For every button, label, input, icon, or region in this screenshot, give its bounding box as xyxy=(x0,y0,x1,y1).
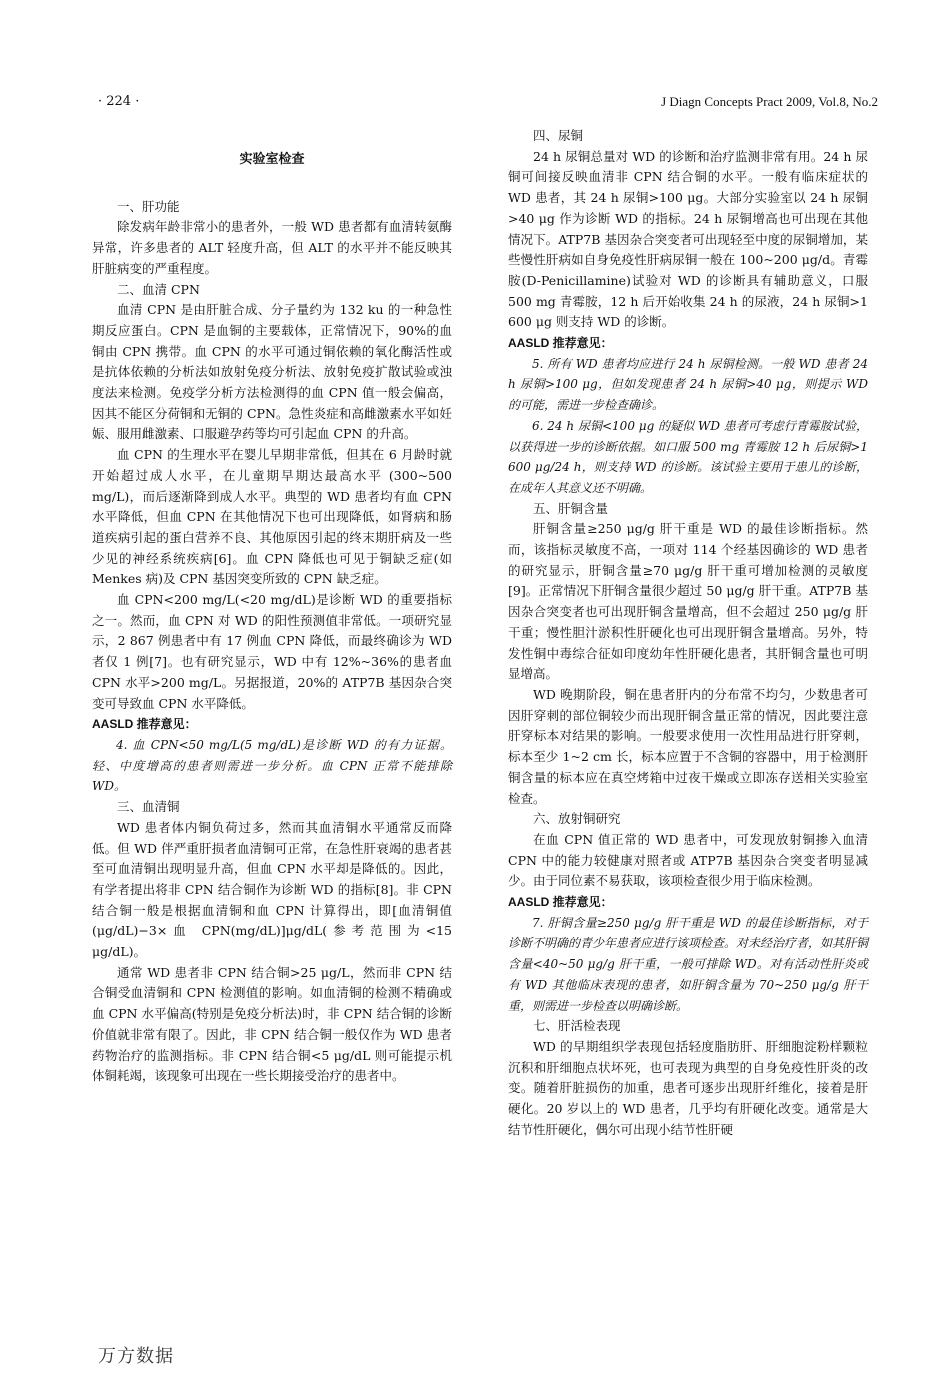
paragraph: 在血 CPN 值正常的 WD 患者中，可发现放射铜掺入血清 CPN 中的能力较健康对照者或 ATP7B 基因杂合突变者明显减少。由于同位素不易获取，该项检查很少用于临床检测。 xyxy=(508,831,868,889)
heading-liver-copper: 五、肝铜含量 xyxy=(533,500,609,516)
heading-liver-function: 一、肝功能 xyxy=(117,198,180,214)
heading-urine-copper: 四、尿铜 xyxy=(533,128,584,143)
left-column xyxy=(92,126,452,1087)
heading-radiocopper: 六、放射铜研究 xyxy=(533,811,621,827)
paragraph: 肝铜含量≥250 μg/g 肝干重是 WD 的最佳诊断指标。然而，该指标灵敏度不高，一项对 114 个经基因确诊的 WD 患者的研究显示，肝铜含量≥70 μg/g 肝干重可增加检测的灵敏度[9]。正常情况下肝铜含量很少超过 50 μg/g 肝干重。ATP7B 基因杂合突变者也可出现肝铜含量增高，但不会超过 250 μg/g 肝干重；慢性胆汁淤积性肝硬化也可出现肝铜含量增高。另外，特发性铜中毒综合征如印度幼年性肝硬化患者，其肝铜含量也可明显增高。 xyxy=(508,521,868,682)
recommendation-label: AASLD 推荐意见： xyxy=(92,717,197,732)
right-column xyxy=(508,126,868,1140)
paragraph: WD 的早期组织学表现包括轻度脂肪肝、肝细胞淀粉样颗粒沉积和肝细胞点状坏死，也可表现为典型的自身免疫性肝炎的改变。随着肝脏损伤的加重，患者可逐步出现肝纤维化，接着是肝硬化。20 岁以上的 WD 患者，几乎均有肝硬化改变。通常是大结节性肝硬化，偶尔可出现小结节性肝硬 xyxy=(508,1038,868,1137)
journal-citation: J Diagn Concepts Pract 2009, Vol.8, No.2 xyxy=(661,94,878,109)
section-title: 实验室检查 xyxy=(239,152,305,167)
paragraph: 通常 WD 患者非 CPN 结合铜>25 μg/L，然而非 CPN 结合铜受血清铜和 CPN 检测值的影响。如血清铜的检测不精确或血 CPN 水平偏高(特别是免疫分析法)时，非 CPN 结合铜的诊断价值就非常有限了。因此，非 CPN 结合铜一般仅作为 WD 患者药物治疗的监测指标。非 CPN 结合铜<5 μg/dL 则可能提示机体铜耗竭，该现象可出现在一些长期接受治疗的患者中。 xyxy=(92,964,452,1084)
page-number: · 224 · xyxy=(98,94,140,109)
paragraph: WD 患者体内铜负荷过多，然而其血清铜水平通常反而降低。但 WD 伴严重肝损者血清铜可正常，在急性肝衰竭的患者甚至可血清铜出现明显升高，但血 CPN 水平却是降低的。因此，有学者提出将非 CPN 结合铜作为诊断 WD 的指标[8]。非 CPN 结合铜一般是根据血清铜和血 CPN 计算得出，即[血清铜值(μg/dL)−3×血 CPN(mg/dL)]μg/dL(参考范围为<15 μg/dL)。 xyxy=(92,819,452,960)
recommendation-6: 6. 24 h 尿铜<100 μg 的疑似 WD 患者可考虑行青霉胺试验，以获得进一步的诊断依据。如口服 500 mg 青霉胺 12 h 后尿铜>1 600 μg/24 h，则支持 WD 的诊断。该试验主要用于患儿的诊断，在成年人其意义还不明确。 xyxy=(508,418,868,495)
recommendation-label: AASLD 推荐意见： xyxy=(508,336,613,351)
recommendation-7: 7. 肝铜含量≥250 μg/g 肝干重是 WD 的最佳诊断指标，对于诊断不明确的青少年患者应进行该项检查。对未经治疗者，如其肝铜含量<40~50 μg/g 肝干重，一般可排除 WD。对有活动性肝炎或有 WD 其他临床表现的患者，如肝铜含量为 70~250 μg/g 肝干重，则需进一步检查以明确诊断。 xyxy=(508,915,869,1013)
page-header xyxy=(0,94,950,116)
recommendation-4: 4. 血 CPN<50 mg/L(5 mg/dL)是诊断 WD 的有力证据。轻、中度增高的患者则需进一步分析。血 CPN 正常不能排除 WD。 xyxy=(92,737,452,794)
heading-liver-biopsy: 七、肝活检表现 xyxy=(533,1018,621,1034)
paragraph: 血 CPN 的生理水平在婴儿早期非常低，但其在 6 月龄时就开始超过成人水平，在儿童期早期达最高水平 (300~500 mg/L)，而后逐渐降到成人水平。典型的 WD 患者均有血 CPN 水平降低，但血 CPN 在其他情况下也可出现降低，如肾病和肠道疾病引起的蛋白营养不良、其他原因引起的终末期肝病及一些少见的神经系统疾病[6]。血 CPN 降低也可见于铜缺乏症(如 Menkes 病)及 CPN 基因突变所致的 CPN 缺乏症。 xyxy=(92,447,452,587)
paragraph: 血清 CPN 是由肝脏合成、分子量约为 132 ku 的一种急性期反应蛋白。CPN 是血铜的主要载体，正常情况下，90%的血铜由 CPN 携带。血 CPN 的水平可通过铜依赖的氧化酶活性或是抗体依赖的分析法如放射免疫分析法、放射免疫扩散试验或浊度法来检测。免疫学分析方法检测得的血 CPN 值一般会偏高，因其不能区分荷铜和无铜的 CPN。急性炎症和高雌激素水平如妊娠、服用雌激素、口服避孕药等均可引起血 CPN 的升高。 xyxy=(92,302,452,442)
paragraph: 血 CPN<200 mg/L(<20 mg/dL)是诊断 WD 的重要指标之一。然而，血 CPN 对 WD 的阳性预测值非常低。一项研究显示，2 867 例患者中有 17 例血 CPN 降低，而最终确诊为 WD 者仅 1 例[7]。也有研究显示，WD 中有 12%~36%的患者血 CPN 水平>200 mg/L。另据报道，20%的 ATP7B 基因杂合突变可导致血 CPN 水平降低。 xyxy=(92,592,452,711)
paragraph: 24 h 尿铜总量对 WD 的诊断和治疗监测非常有用。24 h 尿铜可间接反映血清非 CPN 结合铜的水平。一般有临床症状的 WD 患者，其 24 h 尿铜>100 μg。大部分实验室以 24 h 尿铜>40 μg 作为诊断 WD 的指标。24 h 尿铜增高也可出现在其他情况下。ATP7B 基因杂合突变者可出现轻至中度的尿铜增加，某些慢性肝病如自身免疫性肝病尿铜一般在 100~200 μg/d。青霉胺(D-Penicillamine)试验对 WD 的诊断具有辅助意义，口服 500 mg 青霉胺，12 h 后开始收集 24 h 的尿液，24 h 尿铜>1 600 μg 则支持 WD 的诊断。 xyxy=(508,148,868,330)
paragraph: WD 晚期阶段，铜在患者肝内的分布常不均匀，少数患者可因肝穿刺的部位铜较少而出现肝铜含量正常的情况，因此要注意肝穿标本对结果的影响。一般要求使用一次性用品进行肝穿刺，标本至少 1~2 cm 长，标本应置于不含铜的容器中，用于检测肝铜含量的标本应在真空烤箱中过夜干燥或立即冻存送相关实验室检查。 xyxy=(508,686,868,806)
recommendation-label: AASLD 推荐意见： xyxy=(508,895,613,910)
recommendation-5: 5. 所有 WD 患者均应进行 24 h 尿铜检测。一般 WD 患者 24 h 尿铜>100 μg，但如发现患者 24 h 尿铜>40 μg，则提示 WD 的可能，需进一步检查确诊。 xyxy=(508,356,868,413)
watermark: 万方数据 xyxy=(98,1346,174,1367)
heading-serum-copper: 三、血清铜 xyxy=(117,799,180,815)
paragraph: 除发病年龄非常小的患者外，一般 WD 患者都有血清转氨酶异常，许多患者的 ALT 轻度升高，但 ALT 的水平并不能反映其肝脏病变的严重程度。 xyxy=(92,219,452,276)
heading-serum-cpn: 二、血清 CPN xyxy=(117,281,200,297)
